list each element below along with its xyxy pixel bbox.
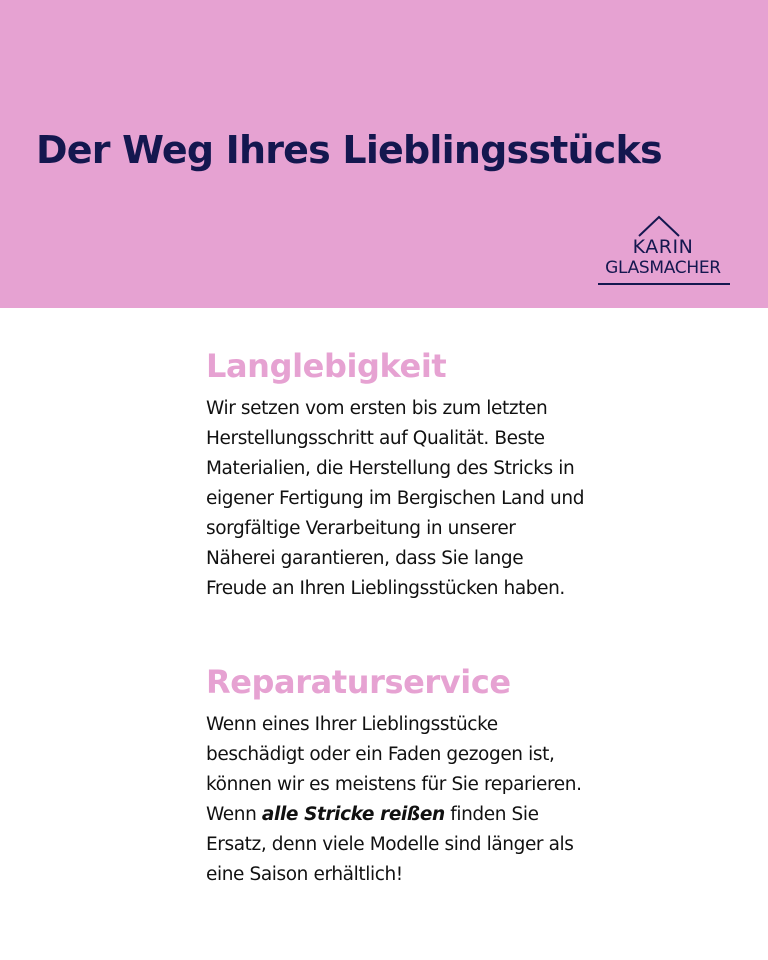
body-text-emphasis: alle Stricke reißen — [261, 804, 445, 825]
section-langlebigkeit — [206, 346, 586, 604]
section-heading: Langlebigkeit — [206, 347, 447, 385]
section-body: Wir setzen vom ersten bis zum letzten Herstellungsschritt auf Qualität. Beste Materialien, die Herstellung des Stricks in eigener Fertigung im Bergischen Land und sorgfältige Verarbeitung in unserer Näherei garantieren, dass Sie lange Freude an Ihren Lieblingsstücken haben. — [206, 398, 585, 599]
logo-text-line1: KARIN — [632, 236, 694, 258]
section-heading: Reparaturservice — [206, 663, 511, 701]
section-reparaturservice — [206, 662, 586, 890]
body-text-end: finden Sie Ersatz, denn viele Modelle sind länger als eine Saison erhältlich! — [206, 804, 574, 885]
page-title: Der Weg Ihres Lieblingsstücks — [36, 128, 662, 172]
section-body — [206, 710, 586, 890]
logo-underline — [598, 283, 730, 285]
brand-logo — [590, 214, 736, 290]
body-text-start: Wenn eines Ihrer Lieblingsstücke beschädigt oder ein Faden gezogen ist, können wir es meistens für Sie reparieren. Wenn — [206, 714, 582, 825]
logo-text-line2: GLASMACHER — [605, 258, 721, 278]
header-banner — [0, 0, 768, 308]
house-roof-icon — [636, 214, 682, 238]
